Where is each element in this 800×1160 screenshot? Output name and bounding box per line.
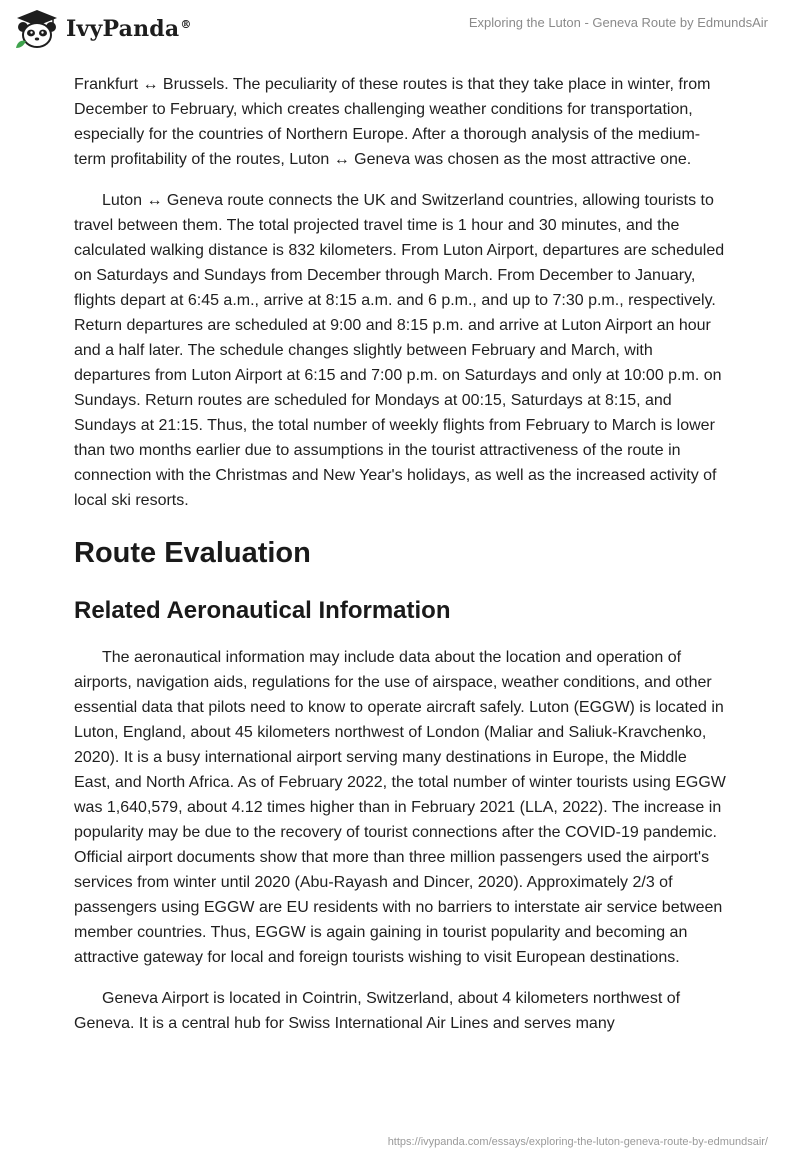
section-heading: Route Evaluation [74, 537, 311, 569]
ivypanda-logo[interactable] [14, 8, 192, 50]
document-title: Exploring the Luton - Geneva Route by EdmundsAir [468, 15, 768, 30]
subsection-heading: Related Aeronautical Information [74, 597, 451, 624]
paragraph-geneva-airport: Geneva Airport is located in Cointrin, Switzerland, about 4 kilometers northwest of Geneva. It is a central hub for Swiss International Air Lines and serves many [74, 990, 681, 1032]
paragraph-aeronautical-info: The aeronautical information may include data about the location and operation of airports, navigation aids, regulations for the use of airspace, weather conditions, and other essential data that pilots need to know to operate aircraft safely. Luton (EGGW) is located in Luton, England, about 45 kilometers northwest of London (Maliar and Saliuk-Kravchenko, 2020). It is a busy international airport serving many destinations in Europe, the Middle East, and North Africa. As of February 2022, the total number of winter tourists using EGGW was 1,640,579, about 4.12 times higher than in February 2021 (LLA, 2022). The increase in popularity may be due to the recovery of tourist connections after the COVID-19 pandemic. Official airport documents show that more than three million passengers used the airport's services from winter until 2020 (Abu-Rayash and Dincer, 2020). Approximately 2/3 of passengers using EGGW are EU residents with no barriers to interstate air service between member countries. Thus, EGGW is again gaining in tourist popularity and becoming an attractive gateway for local and foreign tourists wishing to visit European destinations. [74, 649, 726, 966]
panda-logo-icon [14, 8, 60, 50]
page-header [0, 0, 800, 60]
paragraph-route-description: Luton ↔ Geneva route connects the UK and Switzerland countries, allowing tourists to travel between them. The total projected travel time is 1 hour and 30 minutes, and the calculated walking distance is 832 kilometers. From Luton Airport, departures are scheduled on Saturdays and Sundays from December through March. From December to January, flights depart at 6:45 a.m., arrive at 8:15 a.m. and 6 p.m., and up to 7:30 p.m., respectively. Return departures are scheduled at 9:00 and 8:15 p.m. and arrive at Luton Airport an hour and a half later. The schedule changes slightly between February and March, with departures from Luton Airport at 6:15 and 7:00 p.m. on Saturdays and only at 10:00 p.m. on Sundays. Return routes are scheduled for Mondays at 00:15, Saturdays at 8:15, and Sundays at 21:15. Thus, the total number of weekly flights from February to March is lower than two months earlier due to assumptions in the tourist attractiveness of the route in connection with the Christmas and New Year's holidays, as well as the increased activity of local ski resorts. [74, 192, 725, 509]
registered-mark: ® [180, 17, 192, 31]
source-url[interactable]: https://ivypanda.com/essays/exploring-the-luton-geneva-route-by-edmundsair/ [387, 1136, 768, 1148]
logo-wordmark: IvyPanda® [66, 16, 192, 42]
paragraph-continuation: Frankfurt ↔ Brussels. The peculiarity of these routes is that they take place in winter, from December to February, which creates challenging weather conditions for transportation, especially for the countries of Northern Europe. After a thorough analysis of the medium-term profitability of the routes, Luton ↔ Geneva was chosen as the most attractive one. [74, 76, 711, 168]
essay-content [74, 72, 726, 1052]
